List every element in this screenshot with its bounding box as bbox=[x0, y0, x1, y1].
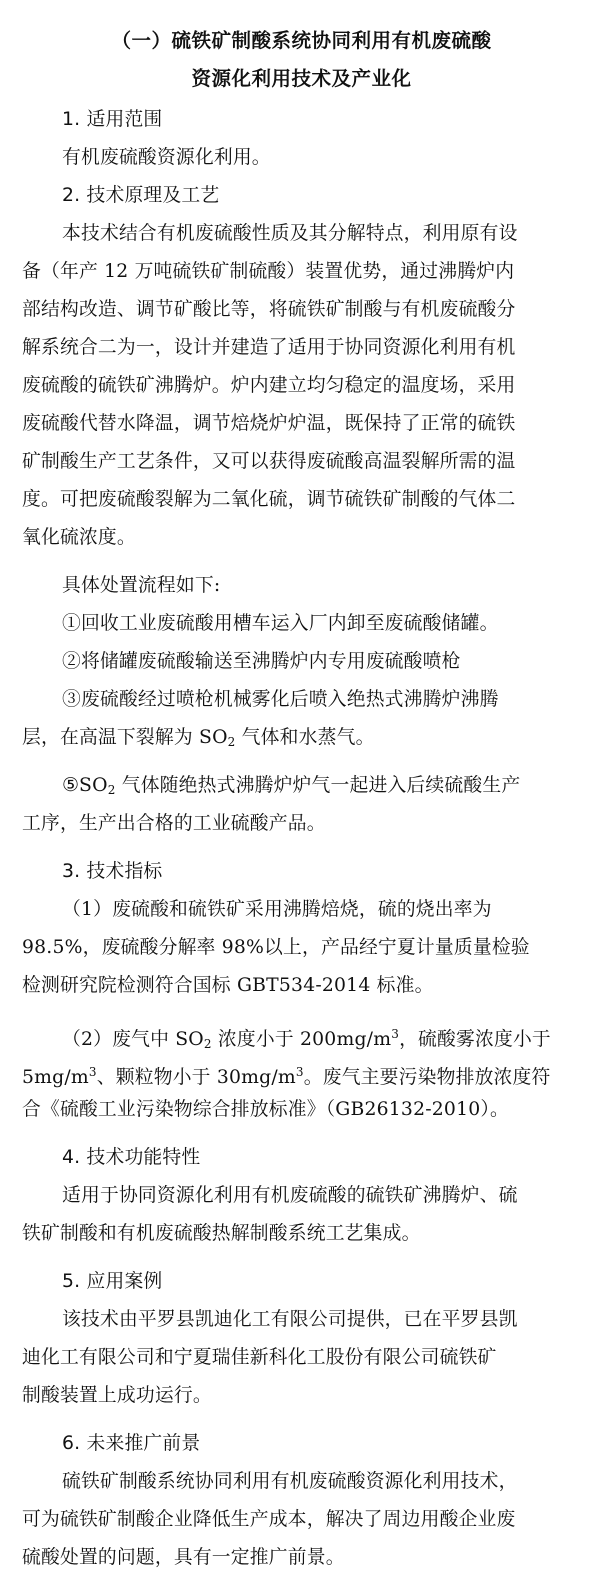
paragraph-line: 本技术结合有机废硫酸性质及其分解特点，利用原有设 bbox=[62, 223, 518, 244]
section-3-heading: 3. 技术指标 bbox=[62, 861, 163, 882]
section-1-heading: 1. 适用范围 bbox=[62, 109, 163, 130]
indicator-2-line-1: （2）废气中 $SO_2$ 浓度小于 $200mg/m^3$，硫酸雾浓度小于 bbox=[62, 1027, 551, 1051]
paragraph-line: 废硫酸的硫铁矿沸腾炉。炉内建立均匀稳定的温度场，采用 bbox=[22, 375, 516, 396]
paragraph-line: 氧化硫浓度。 bbox=[22, 527, 136, 548]
indicator-2-line-2: $5mg/m^3$、颗粒物小于 $30mg/m^3$。废气主要污染物排放浓度符 bbox=[22, 1065, 551, 1088]
indicator-1-line-3: 检测研究院检测符合国标 GBT534-2014 标准。 bbox=[22, 975, 434, 996]
section-6-heading: 6. 未来推广前景 bbox=[62, 1433, 201, 1454]
paragraph-line: 解系统合二为一，设计并建造了适用于协同资源化利用有机 bbox=[22, 337, 516, 358]
paragraph-line: 该技术由平罗县凯迪化工有限公司提供，已在平罗县凯 bbox=[62, 1309, 518, 1330]
paragraph-line: 硫酸处置的问题，具有一定推广前景。 bbox=[22, 1547, 345, 1568]
paragraph-line: 废硫酸代替水降温，调节焙烧炉炉温，既保持了正常的硫铁 bbox=[22, 413, 516, 434]
paragraph-line: 迪化工有限公司和宁夏瑞佳新科化工股份有限公司硫铁矿 bbox=[22, 1347, 497, 1368]
flow-heading: 具体处置流程如下: bbox=[62, 575, 221, 596]
flow-step-3-line-2: 层，在高温下裂解为 $SO_2$ 气体和水蒸气。 bbox=[22, 727, 375, 749]
paragraph-line: 铁矿制酸和有机废硫酸热解制酸系统工艺集成。 bbox=[22, 1223, 421, 1244]
flow-step-3-line-1: ③废硫酸经过喷枪机械雾化后喷入绝热式沸腾炉沸腾 bbox=[62, 689, 499, 710]
paragraph-line: 制酸装置上成功运行。 bbox=[22, 1385, 212, 1406]
flow-step-5-line-1: $⑤SO_2$ 气体随绝热式沸腾炉炉气一起进入后续硫酸生产 bbox=[62, 775, 521, 797]
document-title-line-1: （一）硫铁矿制酸系统协同利用有机废硫酸 bbox=[111, 29, 492, 52]
paragraph-line: 硫铁矿制酸系统协同利用有机废硫酸资源化利用技术， bbox=[62, 1471, 518, 1492]
paragraph-line: 适用于协同资源化利用有机废硫酸的硫铁矿沸腾炉、硫 bbox=[62, 1185, 518, 1206]
section-5-heading: 5. 应用案例 bbox=[62, 1271, 163, 1292]
flow-step-2: ②将储罐废硫酸输送至沸腾炉内专用废硫酸喷枪 bbox=[62, 651, 461, 672]
paragraph-line: 度。可把废硫酸裂解为二氧化硫，调节硫铁矿制酸的气体二 bbox=[22, 489, 516, 510]
paragraph-line: 可为硫铁矿制酸企业降低生产成本，解决了周边用酸企业废 bbox=[22, 1509, 516, 1530]
paragraph-line: 矿制酸生产工艺条件，又可以获得废硫酸高温裂解所需的温 bbox=[22, 451, 516, 472]
document-title-line-2: 资源化利用技术及产业化 bbox=[191, 67, 412, 90]
section-2-heading: 2. 技术原理及工艺 bbox=[62, 185, 220, 206]
indicator-1-line-2: 98.5%，废硫酸分解率 98%以上，产品经宁夏计量质量检验 bbox=[22, 937, 530, 958]
section-4-heading: 4. 技术功能特性 bbox=[62, 1147, 201, 1168]
paragraph-line: 备（年产 12 万吨硫铁矿制硫酸）装置优势，通过沸腾炉内 bbox=[22, 261, 515, 282]
paragraph-line: 部结构改造、调节矿酸比等，将硫铁矿制酸与有机废硫酸分 bbox=[22, 299, 516, 320]
flow-step-1: ①回收工业废硫酸用槽车运入厂内卸至废硫酸储罐。 bbox=[62, 613, 499, 634]
indicator-1-line-1: （1）废硫酸和硫铁矿采用沸腾焙烧，硫的烧出率为 bbox=[62, 899, 492, 920]
indicator-2-line-3: 合《硫酸工业污染物综合排放标准》（GB26132-2010）。 bbox=[22, 1099, 509, 1120]
section-1-body: 有机废硫酸资源化利用。 bbox=[62, 147, 271, 168]
flow-step-5-line-2: 工序，生产出合格的工业硫酸产品。 bbox=[22, 813, 326, 834]
